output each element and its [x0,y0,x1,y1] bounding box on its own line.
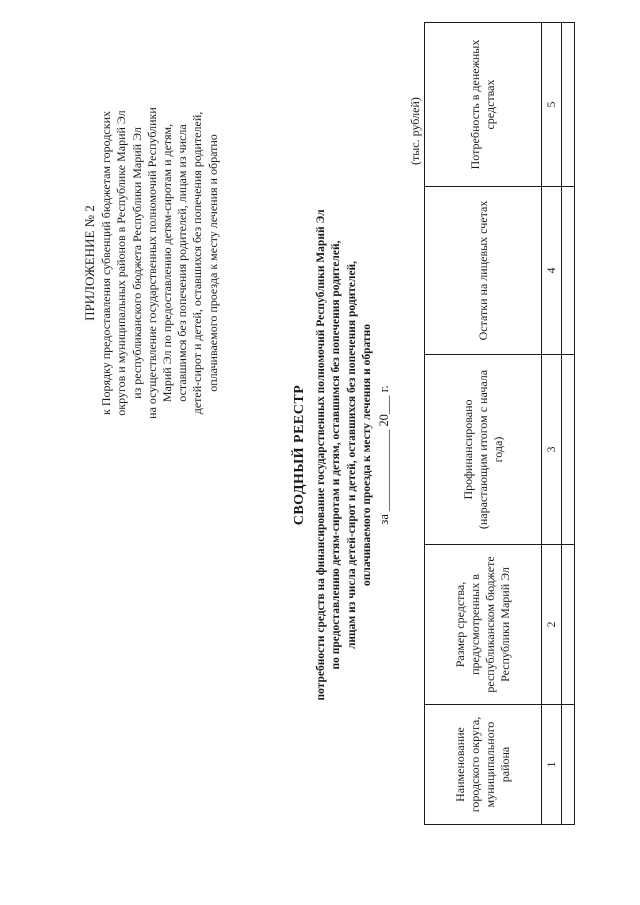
appendix-line: к Порядку предоставления субвенций бюджетам городских [99,110,114,416]
table-header-row [425,23,542,825]
column-header-account-balance: Остатки на лицевых счетах [425,187,542,355]
table-cell [562,23,575,187]
registry-line: потребности средств на финансирование государственных полномочий Республики Марий Эл [315,209,327,701]
appendix-title: ПРИЛОЖЕНИЕ № 2 [82,205,97,321]
table-cell [562,355,575,545]
appendix-line: оставшимся без попечения родителей, лицам из числа [175,124,190,402]
table-row-column-numbers [542,23,562,825]
registry-line: оплачиваемого проезда к месту лечения и обратно [360,324,373,586]
column-number: 2 [542,545,562,705]
units-label: (тыс. рублей) [408,97,422,165]
registry-line: лицам из числа детей-сирот и детей, оставшихся без попечения родителей, [345,260,358,650]
column-number: 4 [542,187,562,355]
column-number: 3 [542,355,562,545]
appendix-line: Марий Эл по предоставлению детям-сиротам и детям, [160,123,175,403]
registry-title: СВОДНЫЙ РЕЕСТР [292,384,307,526]
column-header-financed: Профинансировано (нарастающим итогом с начала года) [425,355,542,545]
registry-line: по предоставлению детям-сиротам и детям, оставшимся без попечения родителей, [330,240,343,670]
column-number: 1 [542,705,562,825]
table-cell [562,187,575,355]
table-cell [562,705,575,825]
registry-period: за _____________ 20___ г. [377,385,392,525]
appendix-line: из республиканского бюджета Республики Марий Эл [129,127,144,399]
column-header-funding-need: Потребность в денежных средствах [425,23,542,187]
registry-heading [292,45,392,865]
column-number: 5 [542,23,562,187]
registry-table [424,22,575,825]
appendix-line: детей-сирот и детей, оставшихся без попечения родителей, [190,111,205,415]
appendix-line: на осуществление государственных полномочий Республики [144,107,159,419]
appendix-line: оплачиваемого проезда к месту лечения и обратно [205,134,220,392]
appendix-header [82,53,221,473]
column-header-district: Наименование городского округа, муниципального района [425,705,542,825]
table-row-empty [562,23,575,825]
column-header-budget-amount: Размер средства, предусмотренных в республиканском бюджете Республики Марий Эл [425,545,542,705]
appendix-line: округов и муниципальных районов в Республике Марий Эл [114,110,129,416]
table-cell [562,545,575,705]
registry-subtitle [314,45,375,865]
